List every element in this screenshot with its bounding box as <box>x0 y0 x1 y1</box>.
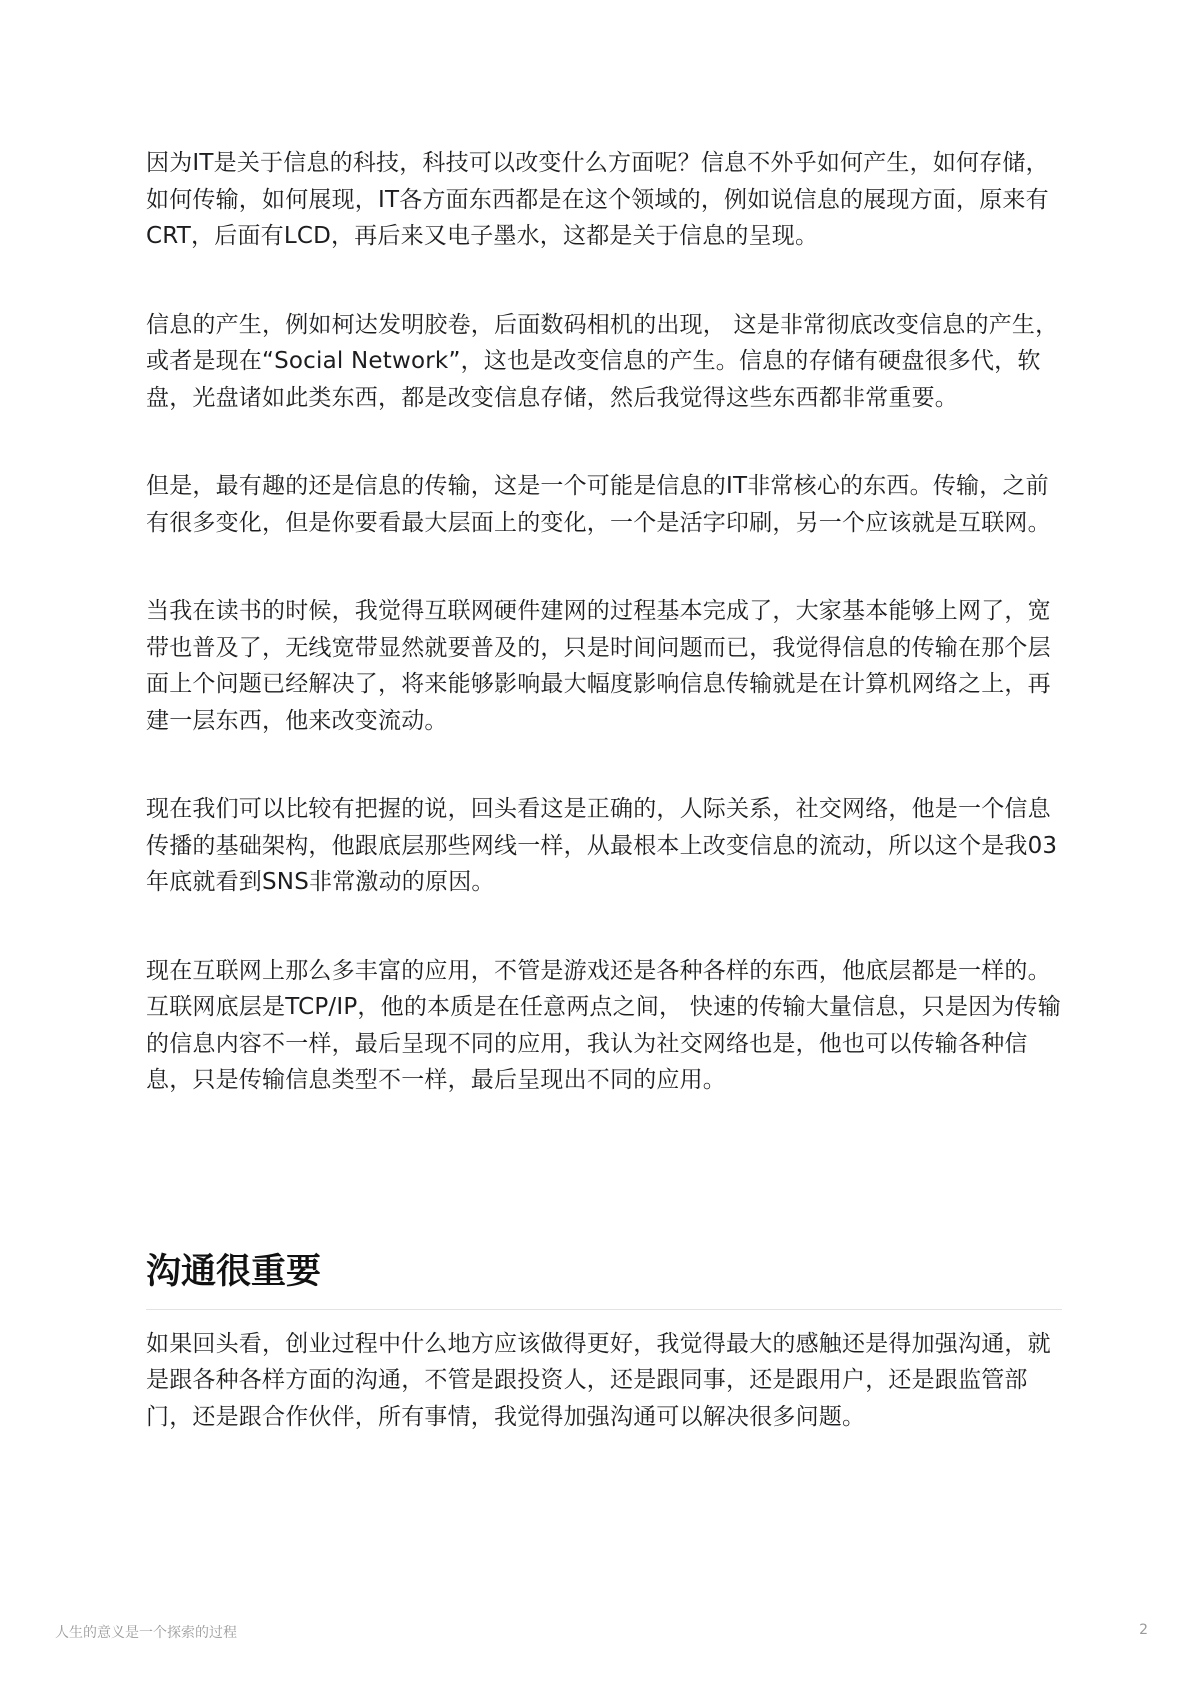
paragraph-social-network: 现在我们可以比较有把握的说，回头看这是正确的，人际关系，社交网络，他是一个信息传播的基础架构，他跟底层那些网线一样，从最根本上改变信息的流动，所以这个是我03年底就看到SNS非常激动的原因。 <box>146 796 1058 895</box>
paragraph-network-layer: 当我在读书的时候，我觉得互联网硬件建网的过程基本完成了，大家基本能够上网了，宽带也普及了，无线宽带显然就要普及的，只是时间问题而已，我觉得信息的传输在那个层面上个问题已经解决了，将来能够影响最大幅度影响信息传输就是在计算机网络之上，再建一层东西，他来改变流动。 <box>146 598 1051 734</box>
section-paragraph: 如果回头看，创业过程中什么地方应该做得更好，我觉得最大的感触还是得加强沟通，就是跟各种各样方面的沟通，不管是跟投资人，还是跟同事，还是跟用户，还是跟监管部门，还是跟合作伙伴，所有事情，我觉得加强沟通可以解决很多问题。 <box>146 1330 1051 1430</box>
footer-document-title: 人生的意义是一个探索的过程 <box>55 1625 237 1641</box>
section-divider <box>146 1309 1062 1310</box>
paragraph-info-transmission: 但是，最有趣的还是信息的传输，这是一个可能是信息的IT非常核心的东西。传输，之前有很多变化，但是你要看最大层面上的变化，一个是活字印刷，另一个应该就是互联网。 <box>146 473 1051 536</box>
section-communication <box>146 1249 1062 1436</box>
footer-page-number: 2 <box>1139 1622 1148 1638</box>
paragraph-info-tech: 因为IT是关于信息的科技，科技可以改变什么方面呢？信息不外乎如何产生，如何存储，如何传输，如何展现，IT各方面东西都是在这个领域的，例如说信息的展现方面，原来有CRT，后面有LCD，再后来又电子墨水，这都是关于信息的呈现。 <box>146 150 1049 249</box>
page-footer <box>55 1622 1148 1642</box>
section-spacer <box>146 1151 1062 1249</box>
section-heading: 沟通很重要 <box>146 1251 322 1292</box>
paragraph-internet-apps: 现在互联网上那么多丰富的应用，不管是游戏还是各种各样的东西，他底层都是一样的。互联网底层是TCP/IP，他的本质是在任意两点之间， 快速的传输大量信息，只是因为传输的信息内容不一样，最后呈现不同的应用，我认为社交网络也是，他也可以传输各种信息，只是传输信息类型不一样，最后呈现出不同的应用。 <box>146 957 1061 1093</box>
paragraph-info-generation: 信息的产生，例如柯达发明胶卷，后面数码相机的出现， 这是非常彻底改变信息的产生，或者是现在“Social Network”，这也是改变信息的产生。信息的存储有硬盘很多代，软盘，光盘诸如此类东西，都是改变信息存储，然后我觉得这些东西都非常重要。 <box>146 311 1059 411</box>
document-body <box>146 145 1062 1487</box>
